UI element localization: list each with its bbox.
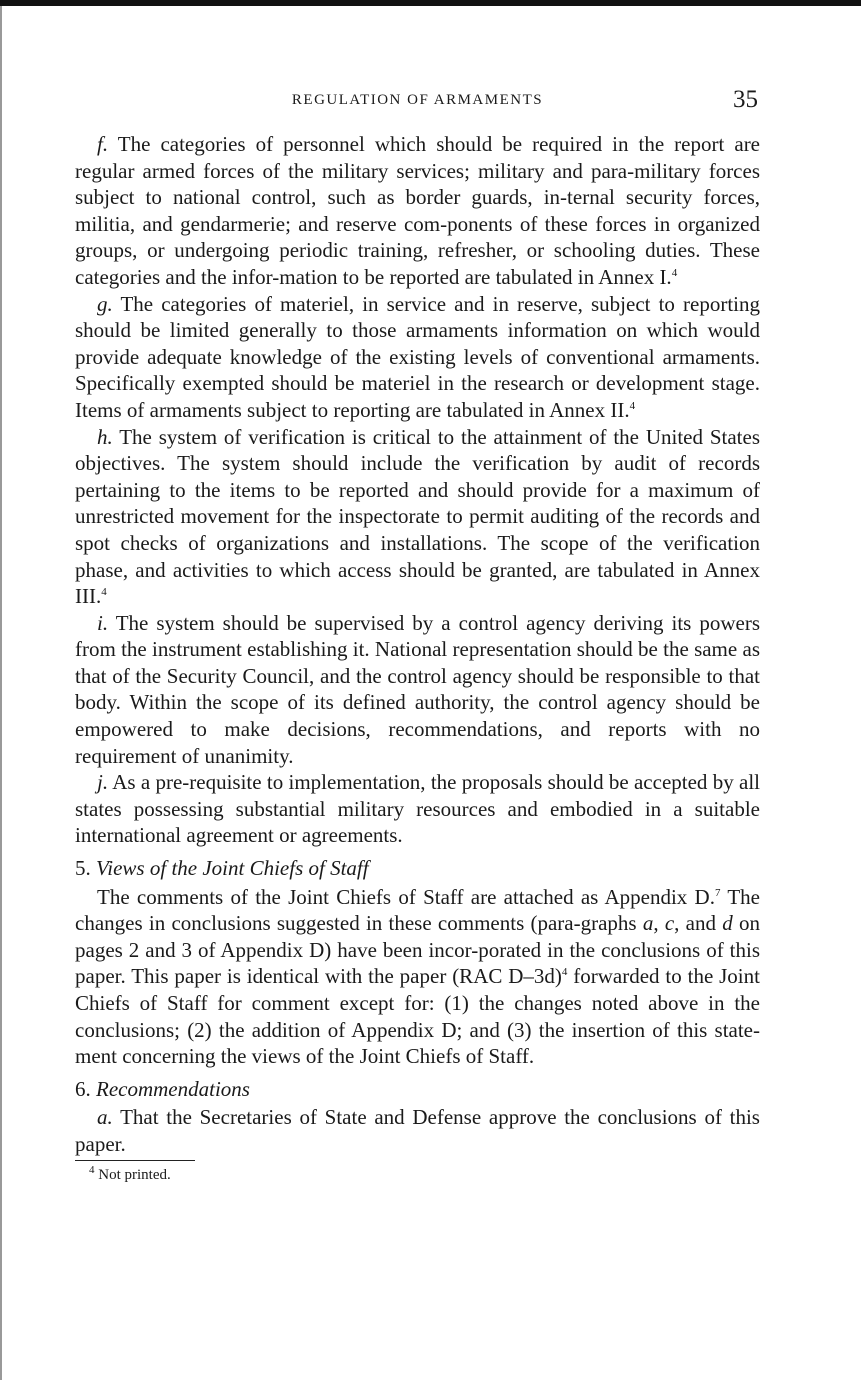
footnote-text: Not printed. (98, 1166, 171, 1183)
paragraph-j (75, 769, 760, 849)
text-run: , and (674, 911, 723, 936)
footnote-ref: 4 (671, 266, 678, 279)
text-run-italic: c (664, 911, 675, 936)
text-run: , (653, 911, 665, 936)
paragraph-f (75, 131, 760, 291)
footnote-ref: 7 (714, 886, 721, 899)
paragraph-label: f. (97, 132, 109, 156)
footnote-rule (75, 1160, 195, 1161)
text-run-italic: d (722, 911, 733, 936)
section-number: 5. (75, 856, 91, 881)
text-run: forwarded to the Joint Chiefs of Staff for comment except for: (1) the changes noted above in the conclusions; (2) the addition of Appendix D; and (3) the insertion of this state-ment concerning the views of the Joint Chiefs of Staff. (75, 964, 760, 1069)
paragraph-text: The categories of materiel, in service and in reserve, subject to reporting should be limited generally to those armaments information on which would provide adequate knowledge of the existing levels of conventional armaments. Specifically exempted should be materiel in the research or development stage. Items of armaments subject to reporting are tabulated in Annex II. (75, 291, 761, 422)
section-5-heading (75, 855, 760, 882)
paragraph-i (75, 610, 760, 770)
footnote-marker: 4 (89, 1163, 95, 1176)
paragraph-label: a. (97, 1105, 113, 1130)
running-head: REGULATION OF ARMAMENTS (291, 92, 544, 108)
paragraph-text: The categories of personnel which should be required in the report are regular armed forces of the military services; military and para-military forces subject to national control, such as border guards, in-ternal security forces, militia, and gendarmerie; and reserve com-ponents of these forces in organized groups, or undergoing periodic training, refresher, or schooling duties. These categories and the infor-mation to be reported are tabulated in Annex I. (75, 132, 761, 289)
scan-left-edge (0, 6, 2, 1380)
footnote (75, 1165, 760, 1185)
section-6-item-a (75, 1104, 760, 1157)
page-body (75, 131, 760, 1185)
footnote-ref: 4 (101, 586, 107, 599)
paragraph-h (75, 424, 760, 610)
section-number: 6. (75, 1076, 91, 1101)
text-run: The comments of the Joint Chiefs of Staff are attached as Appendix D. (97, 884, 715, 909)
text-run-italic: a (642, 911, 654, 936)
paragraph-label: h. (97, 424, 113, 449)
paragraph-text: The system of verification is critical to the attainment of the United States objectives. The system should include the verification by audit of records pertaining to the items to be reported and should provide for a maximum of unrestricted movement for the inspectorate to permit auditing of the records and spot checks of organizations and installations. The scope of the verification phase, and activities to which access should be granted, are tabulated in Annex III. (75, 424, 760, 609)
paragraph-label: g. (97, 291, 113, 316)
paragraph-text: The system should be supervised by a control agency deriving its powers from the instrument establishing it. National representation should be the same as that of the Security Council, and the control agency should be responsible to that body. Within the scope of its defined authority, the control agency should be empowered to make decisions, recommendations, and reports with no requirement of unanimity. (75, 610, 760, 768)
section-title: Recommendations (96, 1076, 250, 1101)
section-5-text (75, 884, 760, 1070)
page-number: 35 (733, 86, 758, 113)
page-header (75, 86, 760, 118)
section-6-heading (75, 1076, 760, 1103)
footnote-ref: 4 (629, 399, 636, 412)
paragraph-label: j. (97, 770, 109, 795)
text-run: The changes in conclusions suggested in these comments (para-graphs (75, 884, 760, 936)
paragraph-text: As a pre-requisite to implementation, the proposals should be accepted by all states possessing substantial military resources and embodied in a suitable international agreement or agreements. (75, 770, 760, 848)
paragraph-text: That the Secretaries of State and Defense approve the conclusions of this paper. (75, 1105, 760, 1156)
paragraph-g (75, 291, 760, 424)
section-title: Views of the Joint Chiefs of Staff (96, 856, 369, 881)
scan-top-border (0, 0, 861, 6)
text-run: on pages 2 and 3 of Appendix D) have been incor-porated in the conclusions of this paper. This paper is identical with the paper (RAC D–3d) (75, 911, 760, 989)
paragraph-label: i. (97, 610, 109, 635)
footnote-ref: 4 (561, 966, 568, 979)
